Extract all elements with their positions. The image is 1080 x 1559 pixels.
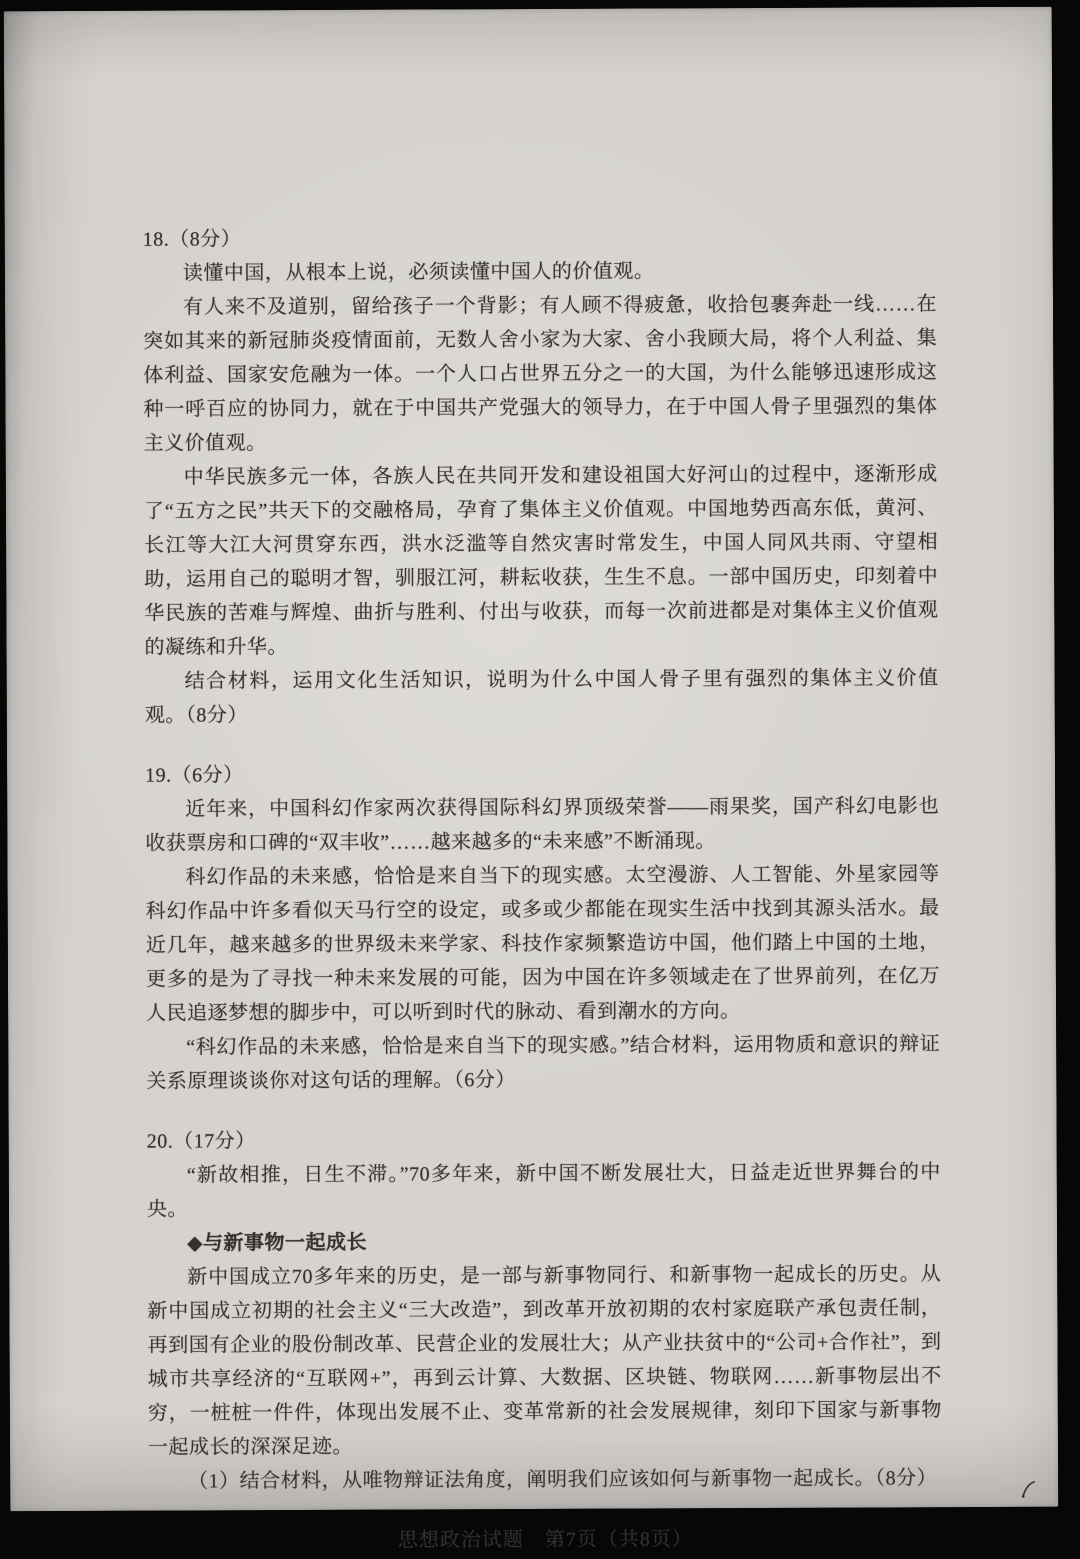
question-20-paragraph: “新故相推，日生不滞。”70多年来，新中国不断发展壮大，日益走近世界舞台的中央。	[146, 1161, 941, 1221]
stray-pen-mark	[1020, 1479, 1036, 1499]
question-20-subtitle: ◆与新事物一起成长	[187, 1231, 368, 1255]
question-20-number: 20.（17分）	[146, 1130, 256, 1153]
question-20-paragraph: 新中国成立70多年来的历史，是一部与新事物同行、和新事物一起成长的历史。从新中国成立初期的社会主义“三大改造”，到改革开放初期的农村家庭联产承包责任制，再到国有企业的股份制改革、民营企业的发展壮大；从产业扶贫中的“公司+合作社”，到城市共享经济的“互联网+”，再到云计算、大数据、区块链、物联网……新事物层出不穷，一桩桩一件件，体现出发展不止、变革常新的社会发展规律，刻印下国家与新事物一起成长的深深足迹。	[147, 1263, 942, 1459]
exam-paper-page	[4, 7, 1059, 1552]
question-19-paragraph: 近年来，中国科幻作家两次获得国际科幻界顶级荣誉——雨果奖，国产科幻电影也收获票房和口碑的“双丰收”……越来越多的“未来感”不断涌现。	[145, 795, 940, 855]
question-18	[143, 219, 939, 732]
question-18-task: 结合材料，运用文化生活知识，说明为什么中国人骨子里有强烈的集体主义价值观。（8分）	[144, 667, 939, 727]
question-18-number: 18.（8分）	[142, 228, 242, 251]
question-19	[145, 755, 940, 1098]
question-18-paragraph: 中华民族多元一体，各族人民在共同开发和建设祖国大好河山的过程中，逐渐形成了“五方之民”共天下的交融格局，孕育了集体主义价值观。中国地势西高东低，黄河、长江等大江大河贯穿东西，洪水泛滥等自然灾害时常发生，中国人同风共雨、守望相助，运用自己的聪明才智，驯服江河，耕耘收获，生生不息。一部中国历史，印刻着中华民族的苦难与辉煌、曲折与胜利、付出与收获，而每一次前进都是对集体主义价值观的凝练和升华。	[143, 463, 939, 659]
question-18-paragraph: 读懂中国，从根本上说，必须读懂中国人的价值观。	[182, 260, 655, 285]
exam-content	[143, 219, 943, 1558]
question-19-number: 19.（6分）	[145, 764, 244, 787]
question-19-task: “科幻作品的未来感，恰恰是来自当下的现实感。”结合材料，运用物质和意识的辩证关系原理谈谈你对这句话的理解。（6分）	[146, 1033, 941, 1093]
page-footer: 思想政治试题 第7页（共8页）	[397, 1528, 693, 1552]
question-19-paragraph: 科幻作品的未来感，恰恰是来自当下的现实感。太空漫游、人工智能、外星家园等科幻作品中许多看似天马行空的设定，或多或少都能在现实生活中找到其源头活水。最近几年，越来越多的世界级未来学家、科技作家频繁造访中国，他们踏上中国的土地，更多的是为了寻找一种未来发展的可能，因为中国在许多领域走在了世界前列，在亿万人民追逐梦想的脚步中，可以听到时代的脉动、看到潮水的方向。	[145, 863, 940, 1025]
question-18-paragraph: 有人来不及道别，留给孩子一个背影；有人顾不得疲惫，收拾包裹奔赴一线……在突如其来的新冠肺炎疫情面前，无数人舍小家为大家、舍小我顾大局，将个人利益、集体利益、国家安危融为一体。一个人口占世界五分之一的大国，为什么能够迅速形成这种一呼百应的协同力，就在于中国共产党强大的领导力，在于中国人骨子里强烈的集体主义价值观。	[143, 293, 938, 455]
question-20-task: （1）结合材料，从唯物辩证法角度，阐明我们应该如何与新事物一起成长。（8分）	[188, 1467, 938, 1493]
question-20	[147, 1121, 943, 1498]
